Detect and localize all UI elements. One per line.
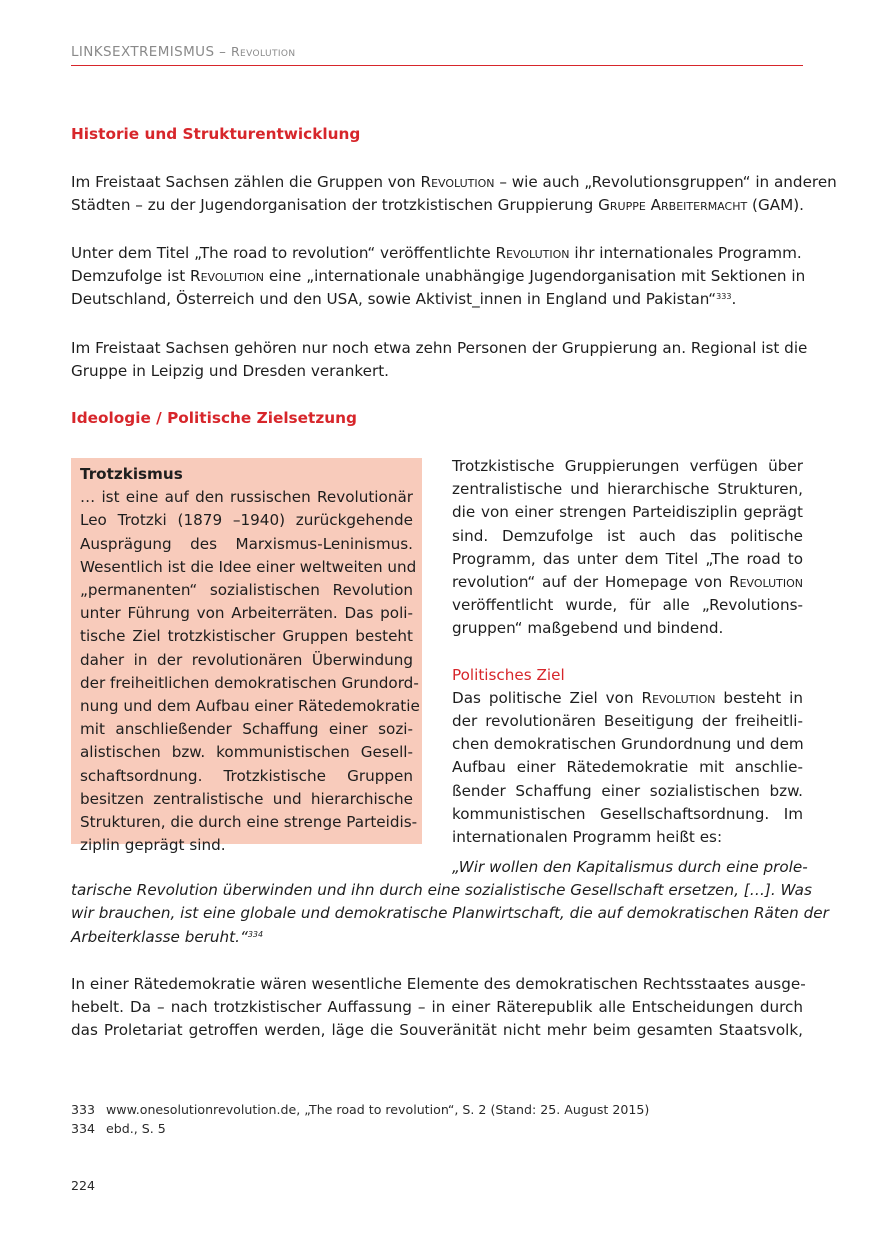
paragraph-history-2 xyxy=(71,242,806,312)
org-name: Revolution xyxy=(641,688,716,707)
text-line: die von einer strengen Parteidisziplin geprägt xyxy=(452,503,803,522)
running-head-separator: – xyxy=(214,44,231,60)
text-line: das Proletariat getroffen werden, läge die Souveränität nicht mehr beim gesamten Staatsvolk, xyxy=(71,1021,803,1040)
running-head-topic: Revolution xyxy=(230,44,296,59)
infobox-line: nung und dem Aufbau einer Rätedemokratie xyxy=(80,697,420,716)
page-number: 224 xyxy=(71,1178,96,1193)
heading-history: Historie und Strukturentwicklung xyxy=(71,125,361,143)
text-line: hebelt. Da – nach trotzkistischer Auffassung – in einer Räterepublik alle Entscheidungen durch xyxy=(71,998,803,1017)
text-line: sind. Demzufolge ist auch das politische xyxy=(452,526,803,545)
paragraph-raetedemokratie xyxy=(71,973,806,1043)
text: Im Freistaat Sachsen zählen die Gruppen von xyxy=(71,173,421,191)
infobox-line: unter Führung von Arbeiterräten. Das poli- xyxy=(80,604,413,623)
infobox-line: der freiheitlichen demokratischen Grundord- xyxy=(80,673,419,692)
infobox-line: Strukturen, die durch eine strenge Parteidis- xyxy=(80,813,418,832)
quote-line: „Wir wollen den Kapitalismus durch eine prole- xyxy=(452,858,808,876)
quote-line: tarische Revolution überwinden und ihn durch eine sozialistische Gesellschaft ersetzen, […]. Was xyxy=(71,881,812,900)
text-line xyxy=(452,571,803,594)
infobox-line: schaftsordnung. Trotzkistische Gruppen xyxy=(80,766,413,785)
paragraph-history-3 xyxy=(71,337,808,383)
text-line: chen demokratischen Grundordnung und dem xyxy=(452,735,804,754)
text: ihr internationales Programm. xyxy=(569,244,802,262)
program-quote xyxy=(71,856,829,949)
text: . xyxy=(731,290,737,309)
infobox-line: alistischen bzw. kommunistischen Gesell- xyxy=(80,743,413,762)
infobox-line: besitzen zentralistische und hierarchische xyxy=(80,789,413,808)
paragraph-history-1 xyxy=(71,171,837,217)
heading-ideology: Ideologie / Politische Zielsetzung xyxy=(71,409,357,427)
text: Städten – zu der Jugendorganisation der trotzkistischen Gruppierung xyxy=(71,196,599,215)
org-name: Revolution xyxy=(729,573,803,592)
footnote-333 xyxy=(71,1100,803,1119)
footnote-ref-334[interactable]: 334 xyxy=(247,929,264,939)
text-line: In einer Rätedemokratie wären wesentliche Elemente des demokratischen Rechtsstaates ausge- xyxy=(71,975,806,993)
text: Im Freistaat Sachsen gehören nur noch etwa zehn Personen der Gruppierung an. Regional ist die xyxy=(71,339,808,357)
footnote-number: 333 xyxy=(71,1102,96,1117)
footnotes xyxy=(71,1100,803,1138)
footnote-text: www.onesolutionrevolution.de, „The road to revolution“, S. 2 (Stand: 25. August 2015) xyxy=(106,1102,650,1117)
text-line: veröffentlicht wurde, für alle „Revolutions- xyxy=(452,596,803,615)
text-line: internationalen Programm heißt es: xyxy=(452,828,723,847)
infobox-line: „permanenten“ sozialistischen Revolution xyxy=(80,581,413,600)
infobox-line: Leo Trotzki (1879 –1940) zurückgehende xyxy=(80,511,413,530)
footnote-ref-333[interactable]: 333 xyxy=(716,292,732,302)
footnote-334 xyxy=(71,1119,803,1138)
org-name: Revolution xyxy=(190,267,265,286)
text-line: Trotzkistische Gruppierungen verfügen über xyxy=(452,457,803,475)
infobox-line: ziplin geprägt sind. xyxy=(80,836,226,855)
text-line: Programm, das unter dem Titel „The road to xyxy=(452,549,803,568)
infobox-line: … ist eine auf den russischen Revolutionär xyxy=(80,488,413,507)
infobox-trotzkismus xyxy=(71,458,422,855)
org-name: Revolution xyxy=(495,244,570,262)
text-line xyxy=(452,687,803,710)
text: Arbeiterklasse beruht.“ xyxy=(71,927,248,946)
text: Das politische Ziel von xyxy=(452,688,642,707)
text: besteht in xyxy=(715,688,803,707)
infobox-line: daher in der revolutionären Überwindung xyxy=(80,650,413,669)
org-name: Gruppe Arbeitermacht xyxy=(598,196,748,215)
text-line: Aufbau einer Rätedemokratie mit anschlie- xyxy=(452,758,803,777)
footnote-text: ebd., S. 5 xyxy=(106,1121,166,1136)
text-line: kommunistischen Gesellschaftsordnung. Im xyxy=(452,804,803,823)
text: revolution“ auf der Homepage von xyxy=(452,573,730,592)
infobox-title: Trotzkismus xyxy=(80,465,183,483)
text: – wie auch „Revolutionsgruppen“ in anderen xyxy=(494,173,837,191)
text: Gruppe in Leipzig und Dresden verankert. xyxy=(71,362,389,381)
infobox-line: mit anschließender Schaffung einer sozi- xyxy=(80,720,413,739)
text: (GAM). xyxy=(747,196,805,215)
footnote-number: 334 xyxy=(71,1121,96,1136)
text-line: der revolutionären Beseitigung der freiheitli- xyxy=(452,712,803,731)
running-head-section: LINKSEXTREMISMUS xyxy=(71,44,215,60)
right-column xyxy=(452,455,803,849)
running-head xyxy=(71,44,803,66)
infobox-line: Wesentlich ist die Idee einer weltweiten und xyxy=(80,557,417,576)
quote-line xyxy=(71,926,803,949)
text: eine „internationale unabhängige Jugendorganisation mit Sektionen in xyxy=(264,267,806,286)
infobox-line: tische Ziel trotzkistischer Gruppen besteht xyxy=(80,627,413,646)
quote-line: wir brauchen, ist eine globale und demokratische Planwirtschaft, die auf demokratischen Räten der xyxy=(71,904,829,923)
text-line: gruppen“ maßgebend und bindend. xyxy=(452,619,724,638)
text: Deutschland, Österreich und den USA, sowie Aktivist_innen in England und Pakistan“ xyxy=(71,290,717,309)
text: Unter dem Titel „The road to revolution“ veröffentlichte xyxy=(71,244,496,262)
org-name: Revolution xyxy=(420,173,495,191)
text-line: zentralistische und hierarchische Strukturen, xyxy=(452,480,803,499)
text: Demzufolge ist xyxy=(71,267,191,286)
subheading-political-goal: Politisches Ziel xyxy=(452,665,565,684)
infobox-line: Ausprägung des Marxismus-Leninismus. xyxy=(80,534,413,553)
text-line: ßender Schaffung einer sozialistischen bzw. xyxy=(452,781,803,800)
